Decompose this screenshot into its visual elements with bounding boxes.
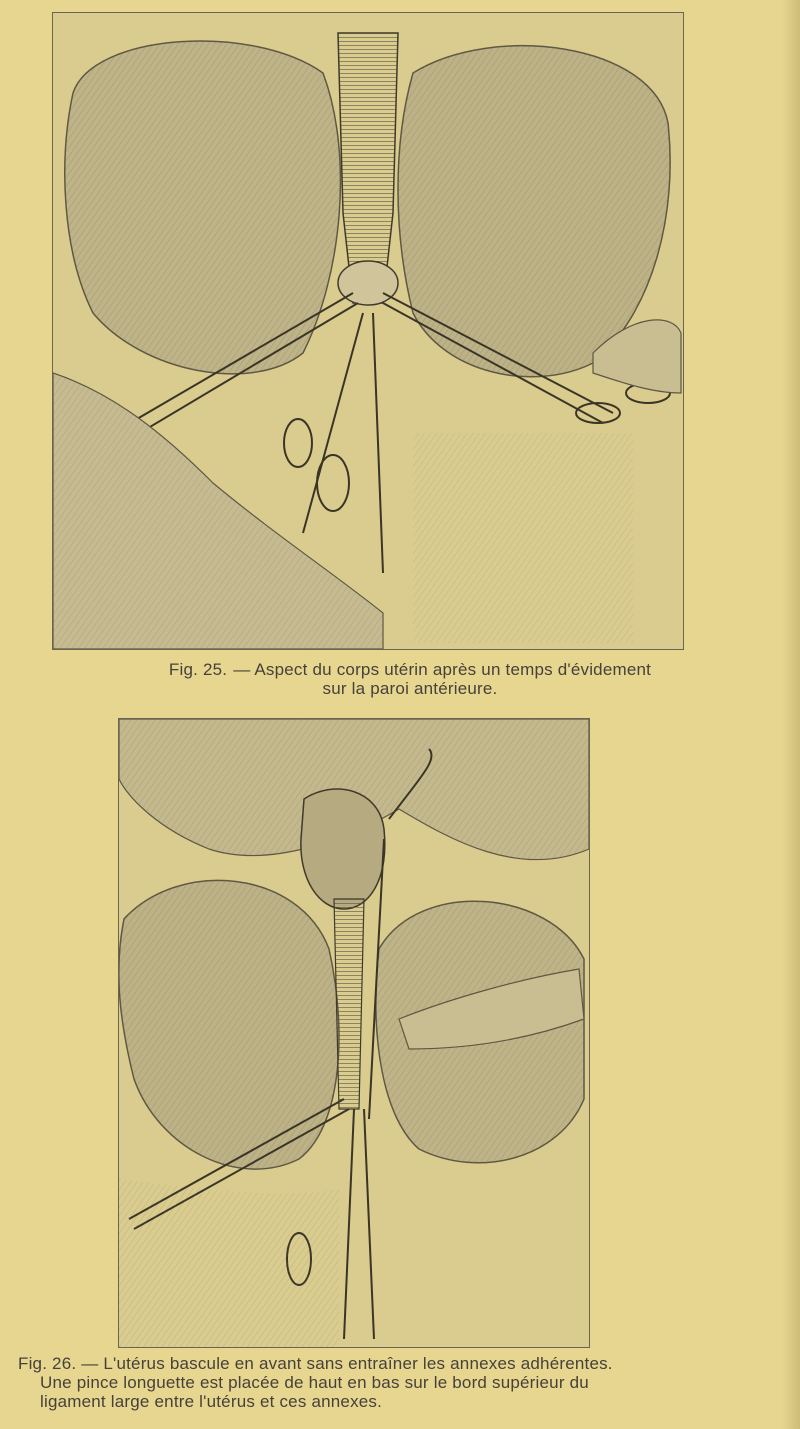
figure-25-label: Fig. 25. bbox=[168, 660, 228, 679]
figure-26-caption bbox=[18, 1354, 788, 1411]
figure-26-illustration bbox=[119, 719, 589, 1347]
figure-25-engraving bbox=[52, 12, 684, 650]
figure-25-illustration bbox=[53, 13, 683, 649]
figure-26-engraving bbox=[118, 718, 590, 1348]
figure-25-caption bbox=[150, 660, 670, 698]
figure-26-caption-line-1: Fig. 26. — L'utérus bascule en avant sans entraîner les annexes adhérentes. bbox=[18, 1354, 613, 1373]
figure-25-caption-line-2: sur la paroi antérieure. bbox=[322, 679, 498, 698]
figure-26-caption-line-3: ligament large entre l'utérus et ces annexes. bbox=[40, 1392, 383, 1411]
figure-25-caption-line-1: Fig. 25. — Aspect du corps utérin après un temps d'évidement bbox=[168, 660, 652, 679]
figure-26-caption-line-2: Une pince longuette est placée de haut en bas sur le bord supérieur du bbox=[40, 1373, 589, 1392]
figure-26-label: Fig. 26. bbox=[18, 1354, 77, 1373]
page-edge-shadow bbox=[782, 0, 800, 1429]
